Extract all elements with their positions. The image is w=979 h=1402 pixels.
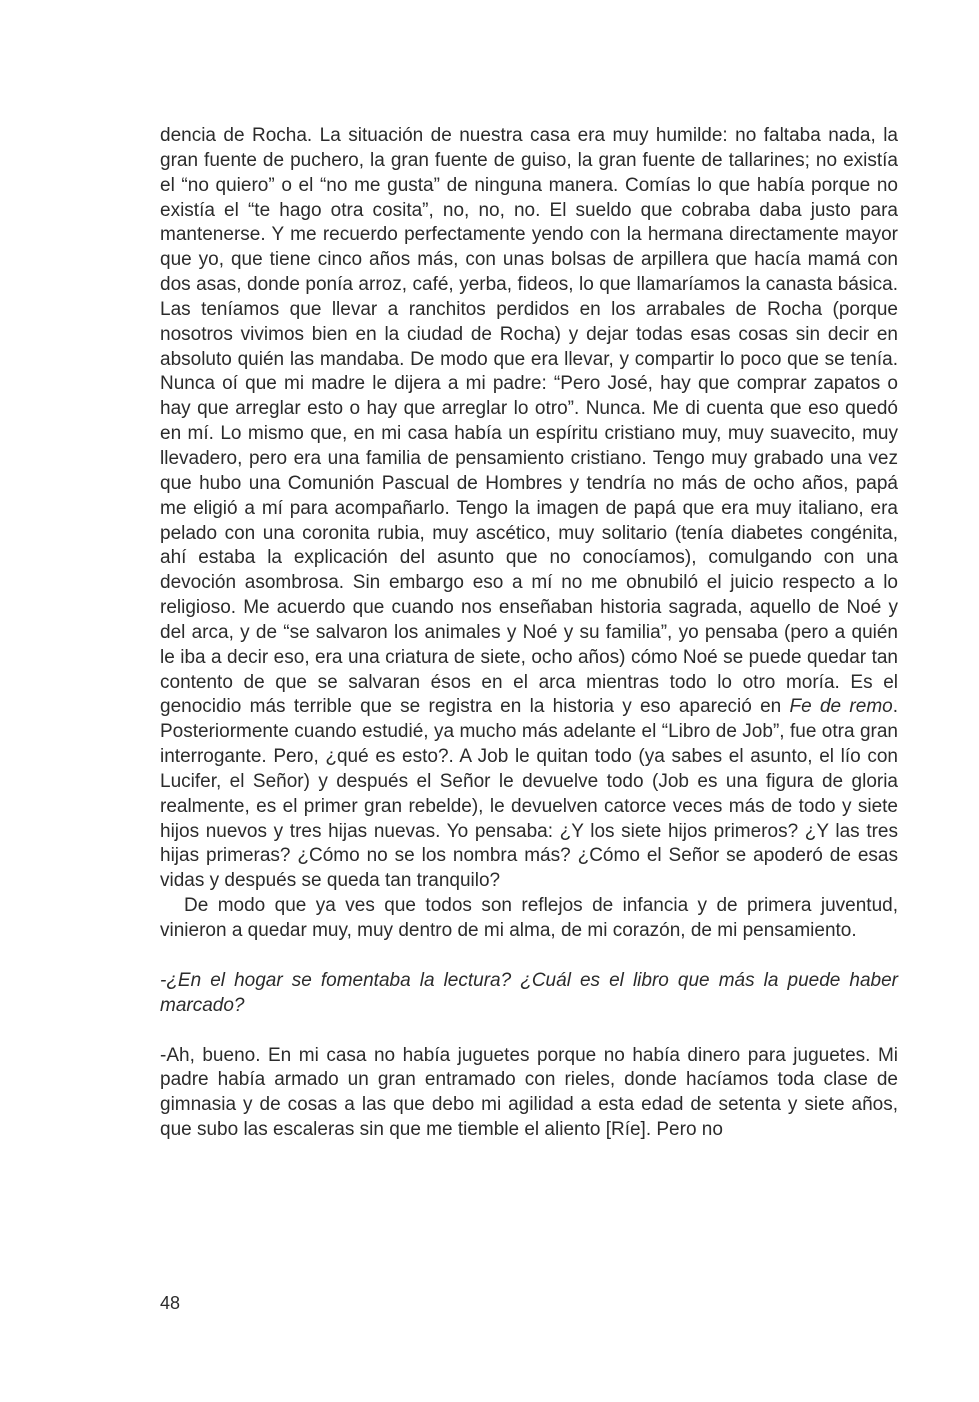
- interview-answer: -Ah, bueno. En mi casa no había juguetes porque no había dinero para juguetes. Mi padre había armado un gran entramado con rieles, donde hacíamos toda clase de gimnasia y de cosas a las que debo mi agilidad a esta edad de setenta y siete años, que subo las escaleras sin que me tiemble el aliento [Ríe]. Pero no: [160, 1044, 898, 1141]
- paragraph-rocha: [160, 124, 898, 894]
- book-title-fe-de-remo: Fe de remo: [789, 696, 893, 718]
- paragraph-rocha-text-end: . Posteriormente cuando estudié, ya mucho más adelante el “Libro de Job”, fue otra gran interrogante. Pero, ¿qué es esto?. A Job le quitan todo (ya sabes el asunto, el lío con Lucifer, el Señor) y después el Señor le devuelve todo (Job es una figura de gloria realmente, es el primer gran rebelde), le devuelven catorce veces más de todo y siete hijos nuevos y tres hijas nuevas. Yo pensaba: ¿Y los siete hijos primeros? ¿Y las tres hijas primeras? ¿Cómo no se los nombra más? ¿Cómo el Señor se apoderó de esas vidas y después se queda tan tranquilo?: [160, 696, 898, 892]
- page-number: 48: [160, 1293, 181, 1313]
- interview-question: -¿En el hogar se fomentaba la lectura? ¿Cuál es el libro que más la puede haber marcado?: [160, 969, 898, 1016]
- paragraph-rocha-text: dencia de Rocha. La situación de nuestra casa era muy humilde: no faltaba nada, la gran fuente de puchero, la gran fuente de guiso, la gran fuente de tallarines; no existía el “no quiero” o el “no me gusta” de ninguna manera. Comías lo que había porque no existía el “te hago otra cosita”, no, no, no. El sueldo que cobraba daba justo para mantenerse. Y me recuerdo perfectamente yendo con la hermana directamente mayor que yo, que tiene cinco años más, con unas bolsas de arpillera que hacía mamá con dos asas, donde ponía arroz, café, yerba, fideos, lo que llamaríamos la canasta básica. Las teníamos que llevar a ranchitos perdidos en los arrabales de Rocha (porque nosotros vivimos bien en la ciudad de Rocha) y dejar todas esas cosas sin decir en absoluto quién las mandaba. De modo que era llevar, y compartir lo poco que se tenía. Nunca oí que mi madre le dijera a mi padre: “Pero José, hay que comprar zapatos o hay que arreglar esto o hay que arreglar lo otro”. Nunca. Me di cuenta que eso quedó en mí. Lo mismo que, en mi casa había un espíritu cristiano muy, muy suavecito, muy llevadero, pero era una familia de pensamiento cristiano. Tengo muy grabado una vez que hubo una Comunión Pascual de Hombres y tendría no más de ocho años, papá me eligió a mí para acompañarlo. Tengo la imagen de papá que era muy italiano, era pelado con una coronita rubia, muy ascético, muy solitario (tenía diabetes congénita, ahí estaba la explicación del asunto que no conocíamos), comulgando con una devoción asombrosa. Sin embargo eso a mí no me obnubiló el juicio respecto a lo religioso. Me acuerdo que cuando nos enseñaban historia sagrada, aquello de Noé y del arca, y de “se salvaron los animales y Noé y su familia”, yo pensaba (pero a quién le iba a decir eso, era una criatura de siete, ocho años) cómo Noé se puede quedar tan contento de que se salvaran ésos en el arca mientras todo lo otro moría. Es el genocidio más terrible que se registra en la historia y eso apareció en: [160, 125, 898, 718]
- paragraph-reflejos: De modo que ya ves que todos son reflejos de infancia y de primera juventud, vinieron a quedar muy, muy dentro de mi alma, de mi corazón, de mi pensamiento.: [160, 895, 898, 941]
- body-text: [160, 124, 898, 1143]
